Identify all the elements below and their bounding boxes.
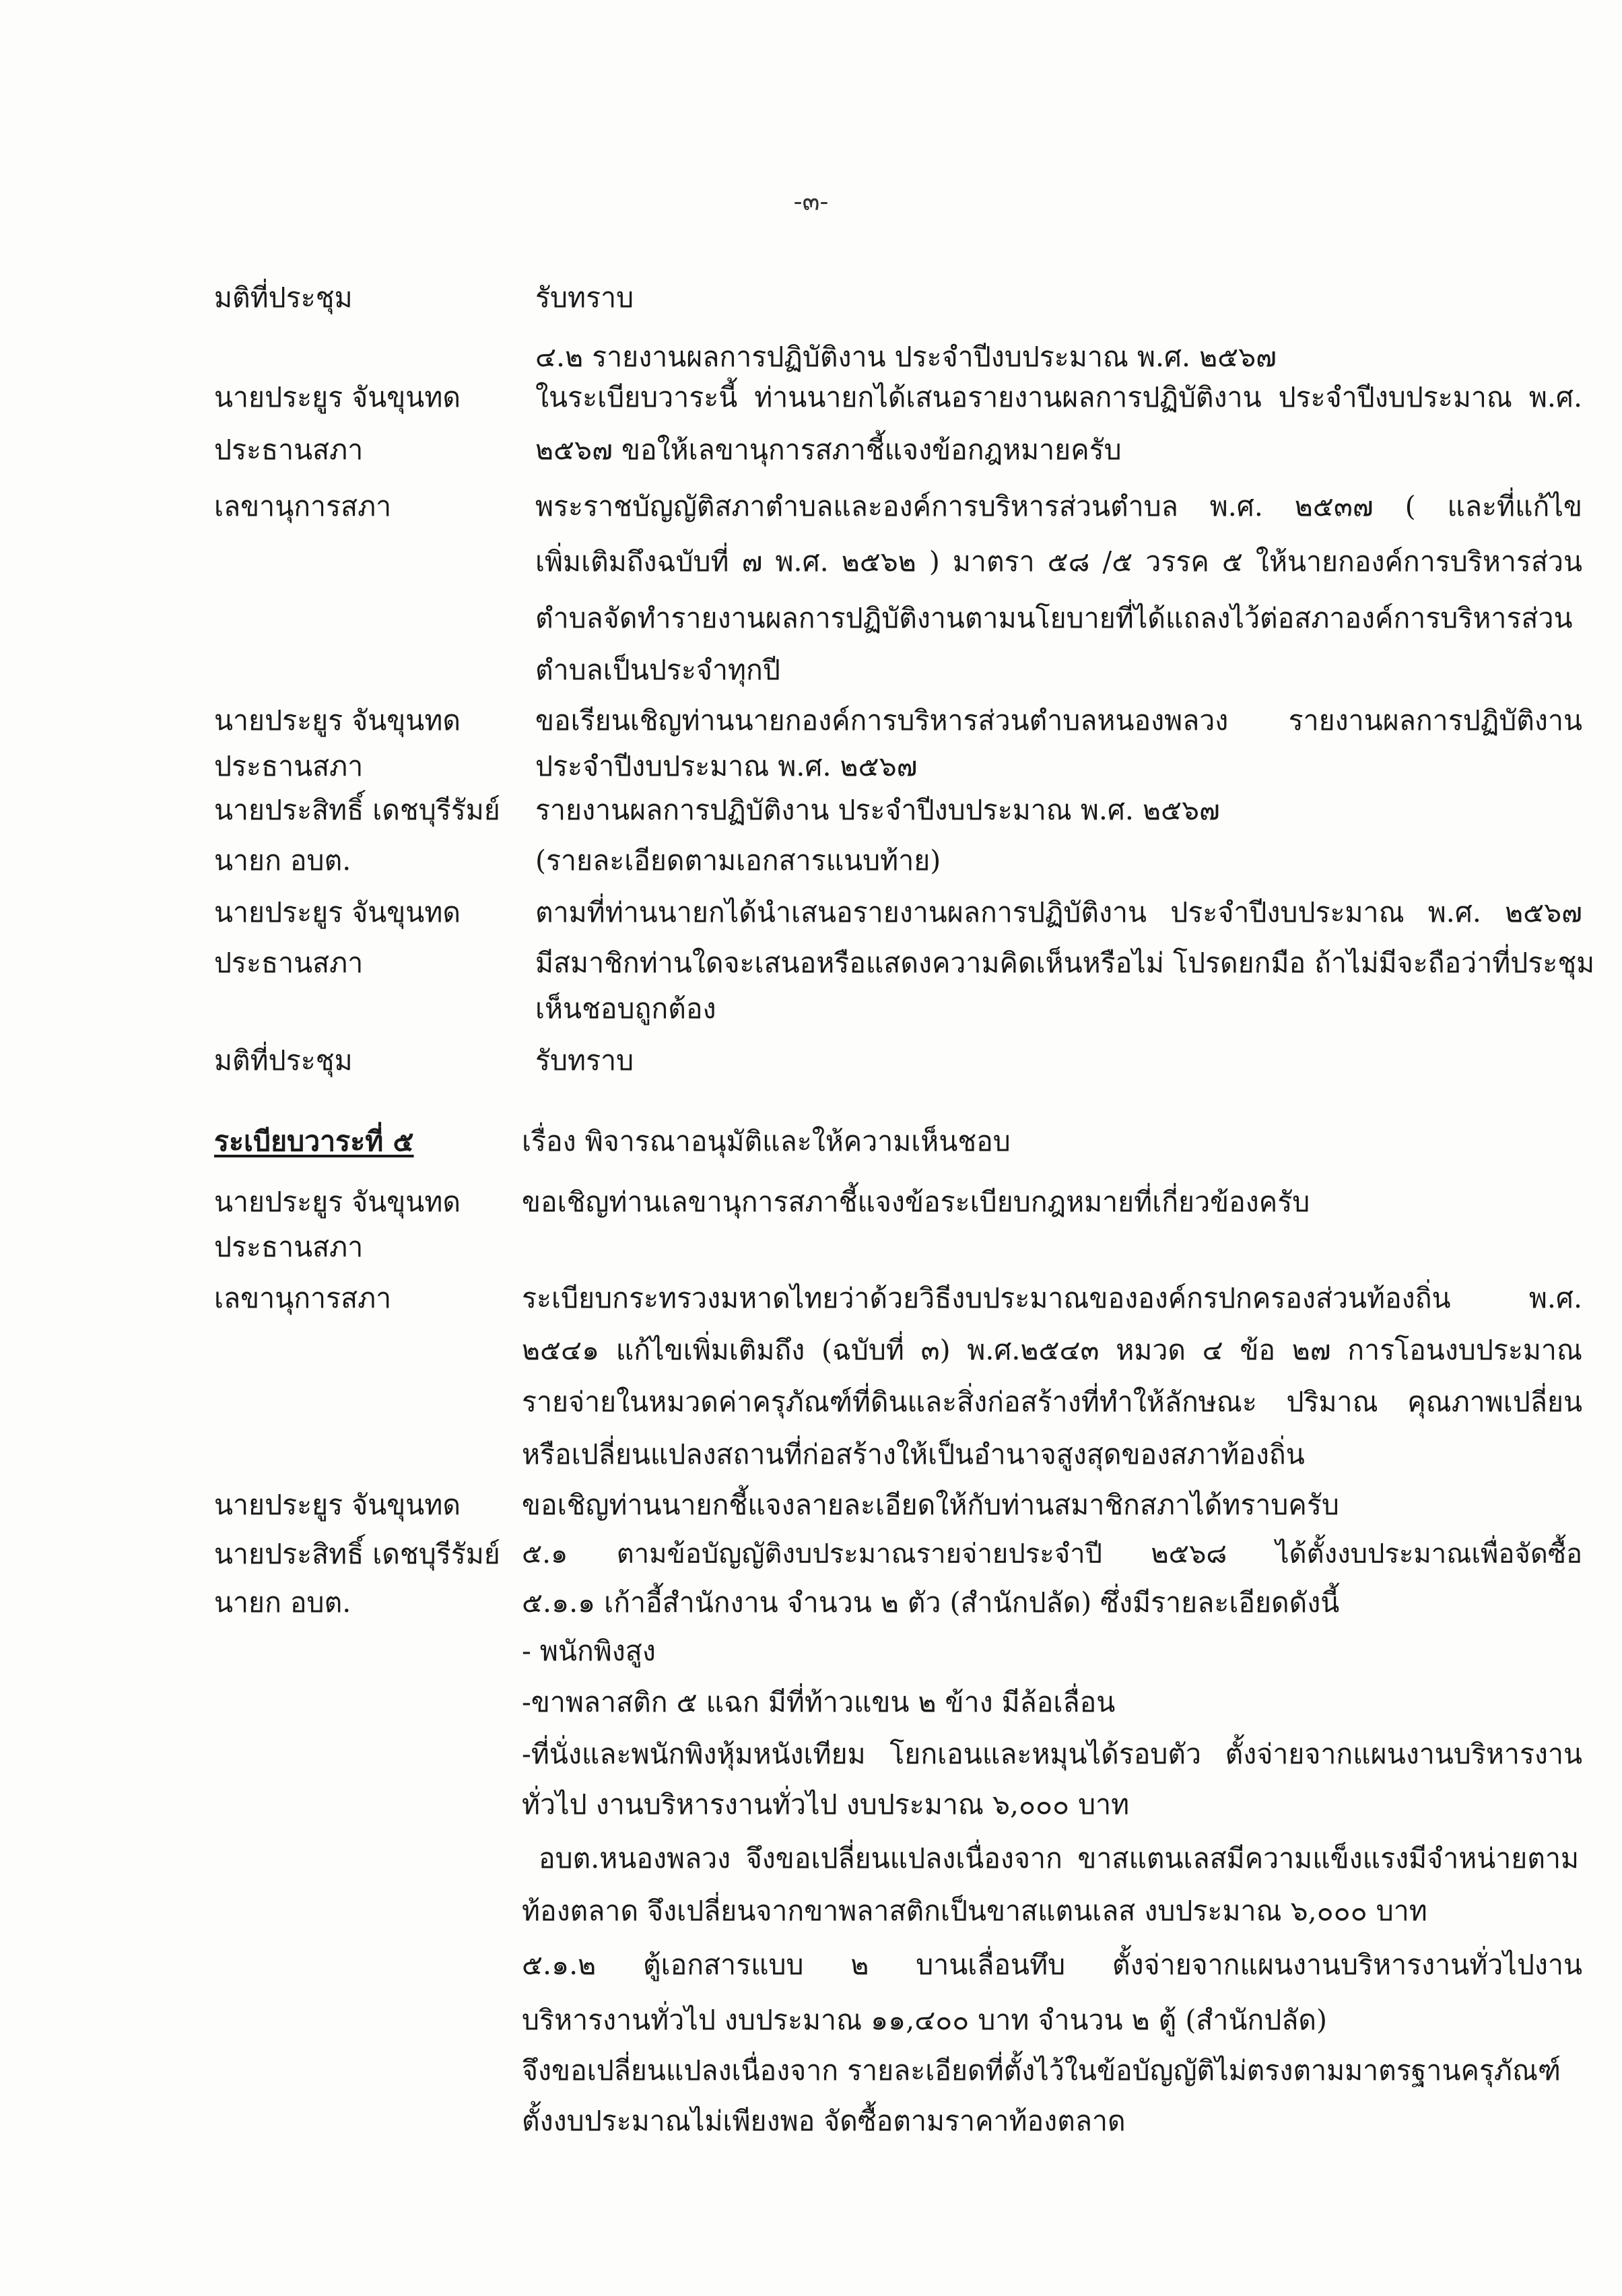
body-text: (รายละเอียดตามเอกสารแนบท้าย) <box>535 844 941 877</box>
body-text: จึงขอเปลี่ยนแปลงเนื่องจาก รายละเอียดที่ตั้งไว้ในข้อบัญญัติไม่ตรงตามมาตรฐานครุภัณฑ์ <box>522 2054 1561 2087</box>
body-text: อบต.หนองพลวง จึงขอเปลี่ยนแปลงเนื่องจาก ขาสแตนเลสมีความแข็งแรงมีจำหน่ายตาม <box>539 1842 1579 1875</box>
body-text: ๕.๑ ตามข้อบัญญัติงบประมาณรายจ่ายประจำปี ๒๕๖๘ ได้ตั้งงบประมาณเพื่อจัดซื้อ <box>522 1539 1582 1569</box>
page-number: -๓- <box>793 187 829 216</box>
body-text: รับทราบ <box>535 281 634 314</box>
speaker-label: นายประยูร จันขุนทด <box>214 1489 461 1521</box>
body-text: หรือเปลี่ยนแปลงสถานที่ก่อสร้างให้เป็นอำนาจสูงสุดของสภาท้องถิ่น <box>522 1438 1305 1471</box>
speaker-role: ประธานสภา <box>214 750 364 782</box>
body-text: ขอเรียนเชิญท่านนายกองค์การบริหารส่วนตำบลหนองพลวง รายงานผลการปฏิบัติงาน <box>535 704 1582 737</box>
speaker-label: เลขานุการสภา <box>214 490 392 522</box>
body-text: ตามที่ท่านนายกได้นำเสนอรายงานผลการปฏิบัติงาน ประจำปีงบประมาณ พ.ศ. ๒๕๖๗ <box>535 896 1582 928</box>
body-text: ๕.๑.๒ ตู้เอกสารแบบ ๒ บานเลื่อนทึบ ตั้งจ่ายจากแผนงานบริหารงานทั่วไปงาน <box>522 1949 1582 1981</box>
agenda-subitem-heading: ๔.๒ รายงานผลการปฏิบัติงาน ประจำปีงบประมาณ พ.ศ. ๒๕๖๗ <box>535 341 1277 373</box>
agenda-item-title: เรื่อง พิจารณาอนุมัติและให้ความเห็นชอบ <box>522 1125 1011 1157</box>
body-text: รายจ่ายในหมวดค่าครุภัณฑ์ที่ดินและสิ่งก่อสร้างที่ทำให้ลักษณะ ปริมาณ คุณภาพเปลี่ยน <box>522 1386 1582 1418</box>
body-text: บริหารงานทั่วไป งบประมาณ ๑๑,๔๐๐ บาท จำนวน ๒ ตู้ (สำนักปลัด) <box>522 2004 1327 2036</box>
speaker-label: นายประยูร จันขุนทด <box>214 704 461 737</box>
body-text: ขอเชิญท่านเลขานุการสภาชี้แจงข้อระเบียบกฎหมายที่เกี่ยวข้องครับ <box>522 1186 1310 1218</box>
speaker-label: นายประยูร จันขุนทด <box>214 1186 461 1218</box>
speaker-label: นายประยูร จันขุนทด <box>214 896 461 928</box>
agenda-item-heading: ระเบียบวาระที่ ๕ <box>214 1125 414 1157</box>
body-text: ๒๕๖๗ ขอให้เลขานุการสภาชี้แจงข้อกฎหมายครับ <box>535 434 1122 466</box>
body-text: เพิ่มเติมถึงฉบับที่ ๗ พ.ศ. ๒๕๖๒ ) มาตรา ๕๘ /๕ วรรค ๕ ให้นายกองค์การบริหารส่วน <box>535 545 1582 578</box>
body-text: ขอเชิญท่านนายกชี้แจงลายละเอียดให้กับท่านสมาชิกสภาได้ทราบครับ <box>522 1489 1339 1521</box>
body-text: รับทราบ <box>535 1044 634 1077</box>
speaker-role: นายก อบต. <box>214 1586 351 1619</box>
body-text: ตั้งงบประมาณไม่เพียงพอ จัดซื้อตามราคาท้องตลาด <box>522 2105 1126 2137</box>
speaker-label: มติที่ประชุม <box>214 1044 353 1077</box>
speaker-label: นายประสิทธิ์ เดชบุรีรัมย์ <box>214 1538 500 1570</box>
body-text: ๕.๑.๑ เก้าอี้สำนักงาน จำนวน ๒ ตัว (สำนักปลัด) ซึ่งมีรายละเอียดดังนี้ <box>522 1586 1340 1619</box>
body-text: พระราชบัญญัติสภาตำบลและองค์การบริหารส่วนตำบล พ.ศ. ๒๕๓๗ ( และที่แก้ไข <box>535 490 1582 522</box>
speaker-label: นายประสิทธิ์ เดชบุรีรัมย์ <box>214 794 500 826</box>
body-text: ๒๕๔๑ แก้ไขเพิ่มเติมถึง (ฉบับที่ ๓) พ.ศ.๒๕๔๓ หมวด ๔ ข้อ ๒๗ การโอนงบประมาณ <box>522 1334 1582 1366</box>
body-text: ท้องตลาด จึงเปลี่ยนจากขาพลาสติกเป็นขาสแตนเลส งบประมาณ ๖,๐๐๐ บาท <box>522 1895 1427 1927</box>
body-text: เห็นชอบถูกต้อง <box>535 992 716 1025</box>
speaker-label: นายประยูร จันขุนทด <box>214 381 461 413</box>
list-item: -ขาพลาสติก ๕ แฉก มีที่ท้าวแขน ๒ ข้าง มีล้อเลื่อน <box>522 1686 1116 1718</box>
speaker-label: มติที่ประชุม <box>214 281 353 314</box>
body-text: มีสมาชิกท่านใดจะเสนอหรือแสดงความคิดเห็นหรือไม่ โปรดยกมือ ถ้าไม่มีจะถือว่าที่ประชุม <box>535 947 1595 979</box>
body-text: ตำบลเป็นประจำทุกปี <box>535 654 780 686</box>
speaker-role: ประธานสภา <box>214 1231 364 1263</box>
speaker-role: ประธานสภา <box>214 947 364 979</box>
body-text: ประจำปีงบประมาณ พ.ศ. ๒๕๖๗ <box>535 750 918 782</box>
body-text: ตำบลจัดทำรายงานผลการปฏิบัติงานตามนโยบายที่ได้แถลงไว้ต่อสภาองค์การบริหารส่วน <box>535 602 1573 634</box>
body-text: ในระเบียบวาระนี้ ท่านนายกได้เสนอรายงานผลการปฏิบัติงาน ประจำปีงบประมาณ พ.ศ. <box>535 381 1582 413</box>
body-text: รายงานผลการปฏิบัติงาน ประจำปีงบประมาณ พ.ศ. ๒๕๖๗ <box>535 794 1220 826</box>
body-text: ระเบียบกระทรวงมหาดไทยว่าด้วยวิธีงบประมาณขององค์กรปกครองส่วนท้องถิ่น พ.ศ. <box>522 1282 1582 1314</box>
body-text: ทั่วไป งานบริหารงานทั่วไป งบประมาณ ๖,๐๐๐ บาท <box>522 1788 1130 1821</box>
speaker-label: เลขานุการสภา <box>214 1282 392 1314</box>
speaker-role: นายก อบต. <box>214 844 351 877</box>
speaker-role: ประธานสภา <box>214 434 364 466</box>
list-item: -ที่นั่งและพนักพิงหุ้มหนังเทียม โยกเอนและหมุนได้รอบตัว ตั้งจ่ายจากแผนงานบริหารงาน <box>522 1738 1582 1770</box>
list-item: - พนักพิงสูง <box>522 1635 656 1667</box>
